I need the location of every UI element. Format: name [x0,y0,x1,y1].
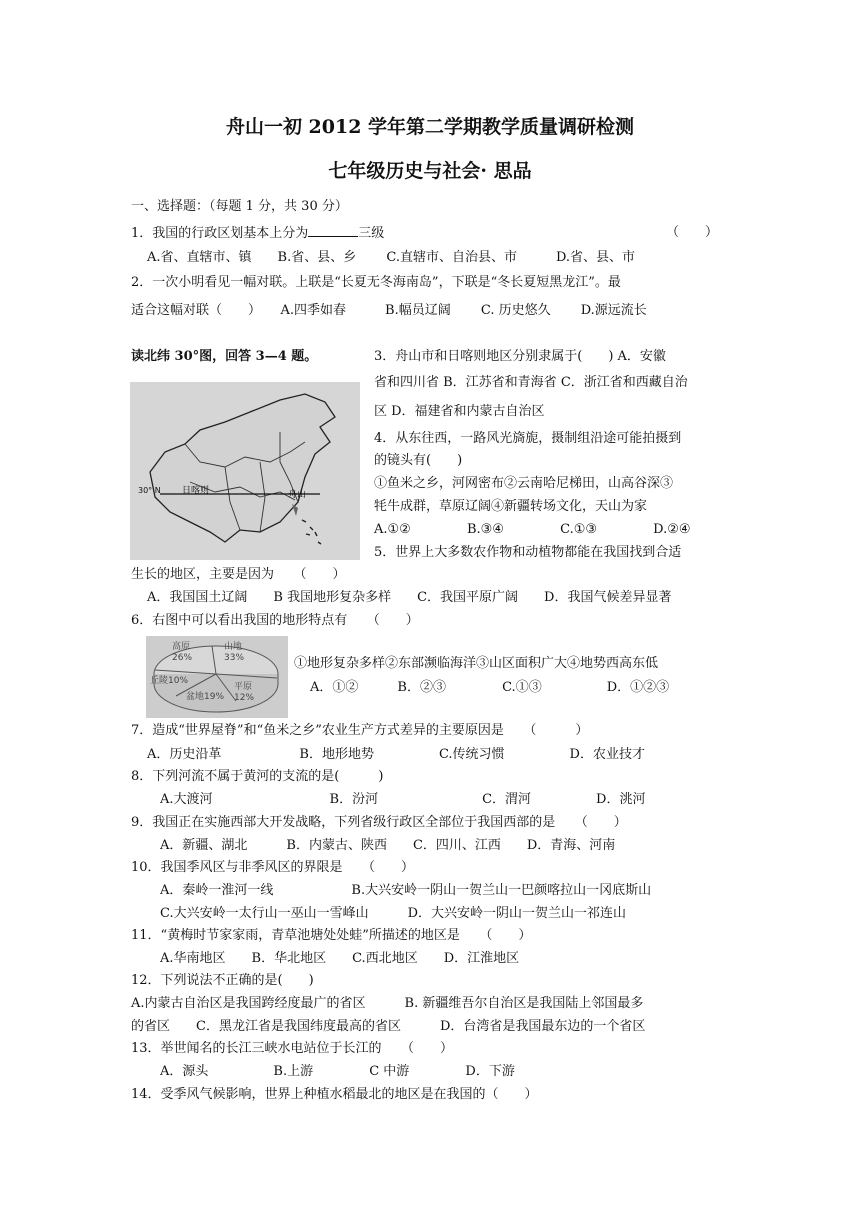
question-5-line-1: 5．世界上大多数农作物和动植物都能在我国找到合适 [374,545,682,560]
pie-label-mountain-pct: 33% [224,653,245,663]
pie-label-mountain: 山地 [224,642,243,652]
pie-label-plateau-pct: 26% [172,653,193,663]
pie-label-plateau: 高原 [172,642,191,652]
question-3-line-3: 区 D．福建省和内蒙古自治区 [374,404,545,419]
pie-label-hill: 丘陵10% [150,676,189,686]
pie-label-basin: 盆地19% [186,692,225,702]
answer-blank [308,224,358,237]
question-4-line-1: 4．从东往西，一路风光旖旎，摄制组沿途可能拍摄到 [374,431,682,446]
question-12-line-1: A.内蒙古自治区是我国跨经度最广的省区 B. 新疆维吾尔自治区是我国陆上邻国最多 [131,996,644,1011]
question-10-options-2: C.大兴安岭一太行山一巫山一雪峰山 D．大兴安岭一阴山一贺兰山一祁连山 [160,906,627,921]
question-7-options: A．历史沿革 B．地形地势 C.传统习惯 D．农业技才 [147,747,645,762]
pie-label-plain: 平原 [234,682,253,692]
question-1-paren: （ ） [666,225,719,240]
exam-title: 舟山一初 2012 学年第二学期教学质量调研检测 [225,116,635,138]
map-label-30n: 30° N [138,486,161,495]
question-8-options: A.大渡河 B．汾河 C．渭河 D．洮河 [160,792,646,807]
question-9-stem: 9．我国正在实施西部大开发战略，下列省级行政区全部位于我国西部的是 （ ） [131,815,627,830]
question-10-stem: 10．我国季风区与非季风区的界限是 （ ） [131,860,415,875]
china-map-drawing [130,382,360,560]
question-1-stem-end: 三级 [358,226,385,241]
question-1 [131,224,384,243]
question-1-options: A.省、直辖市、镇 B.省、县、乡 C.直辖市、自治县、市 D.省、县、市 [147,250,636,265]
question-4-options: A.①② B.③④ C.①③ D.②④ [374,522,691,537]
question-13-options: A．源头 B.上游 C 中游 D．下游 [160,1064,515,1079]
question-11-stem: 11．“黄梅时节家家雨，青草池塘处处蛙”所描述的地区是 （ ） [131,928,532,943]
question-6-stem: 6．右图中可以看出我国的地形特点有 （ ） [131,613,419,628]
question-11-options: A.华南地区 B．华北地区 C.西北地区 D．江淮地区 [160,951,520,966]
question-1-stem: 1．我国的行政区划基本上分为 [131,226,309,241]
question-2-line-1: 2．一次小明看见一幅对联。上联是“长夏无冬海南岛”，下联是“冬长夏短黑龙江”。最 [131,275,621,290]
question-12-stem: 12．下列说法不正确的是( ) [131,973,314,988]
question-5-line-2: 生长的地区，主要是因为 （ ） [131,567,346,582]
question-3-line-1: 3．舟山市和日喀则地区分别隶属于( ) A．安徽 [374,349,666,364]
question-4-line-3: ①鱼米之乡，河网密布②云南哈尼梯田，山高谷深③ [374,476,674,491]
terrain-pie-chart [146,636,288,718]
question-3-line-2: 省和四川省 B．江苏省和青海省 C．浙江省和西藏自治 [374,375,688,390]
question-6-items: ①地形复杂多样②东部濒临海洋③山区面积广大④地势西高东低 [294,656,659,671]
question-8-stem: 8．下列河流不属于黄河的支流的是( ) [131,769,384,784]
map-label-rikaze: 日喀则 [182,486,210,496]
question-5-options: A．我国国土辽阔 B 我国地形复杂多样 C．我国平原广阔 D．我国气候差异显著 [147,590,672,605]
question-14-stem: 14．受季风气候影响，世界上种植水稻最北的地区是在我国的（ ） [131,1087,538,1102]
question-13-stem: 13．举世闻名的长江三峡水电站位于长江的 （ ） [131,1041,454,1056]
exam-subtitle: 七年级历史与社会· 思品 [328,160,532,182]
section-heading: 一、选择题：（每题 1 分，共 30 分） [131,199,348,214]
question-4-line-4: 牦牛成群，草原辽阔④新疆转场文化，天山为家 [374,499,648,514]
question-6-options: A．①② B．②③ C.①③ D．①②③ [310,680,670,695]
question-12-line-2: 的省区 C．黑龙江省是我国纬度最高的省区 D．台湾省是我国最东边的一个省区 [131,1019,646,1034]
question-7-stem: 7．造成“世界屋脊”和“鱼米之乡”农业生产方式差异的主要原因是 （ ） [131,723,589,738]
map-label-zhoushan: 舟山 [288,490,307,500]
china-map-30n [130,382,360,560]
question-10-options-1: A．秦岭一淮河一线 B.大兴安岭一阴山一贺兰山一巴颜喀拉山一冈底斯山 [160,883,652,898]
pie-label-plain-pct: 12% [234,693,255,703]
question-9-options: A．新疆、湖北 B．内蒙古、陕西 C．四川、江西 D．青海、河南 [160,838,616,853]
question-2-line-2: 适合这幅对联（ ） A.四季如春 B.幅员辽阔 C. 历史悠久 D.源远流长 [131,303,647,318]
map-intro: 读北纬 30°图，回答 3—4 题。 [131,349,318,364]
question-4-line-2: 的镜头有( ) [374,453,463,468]
